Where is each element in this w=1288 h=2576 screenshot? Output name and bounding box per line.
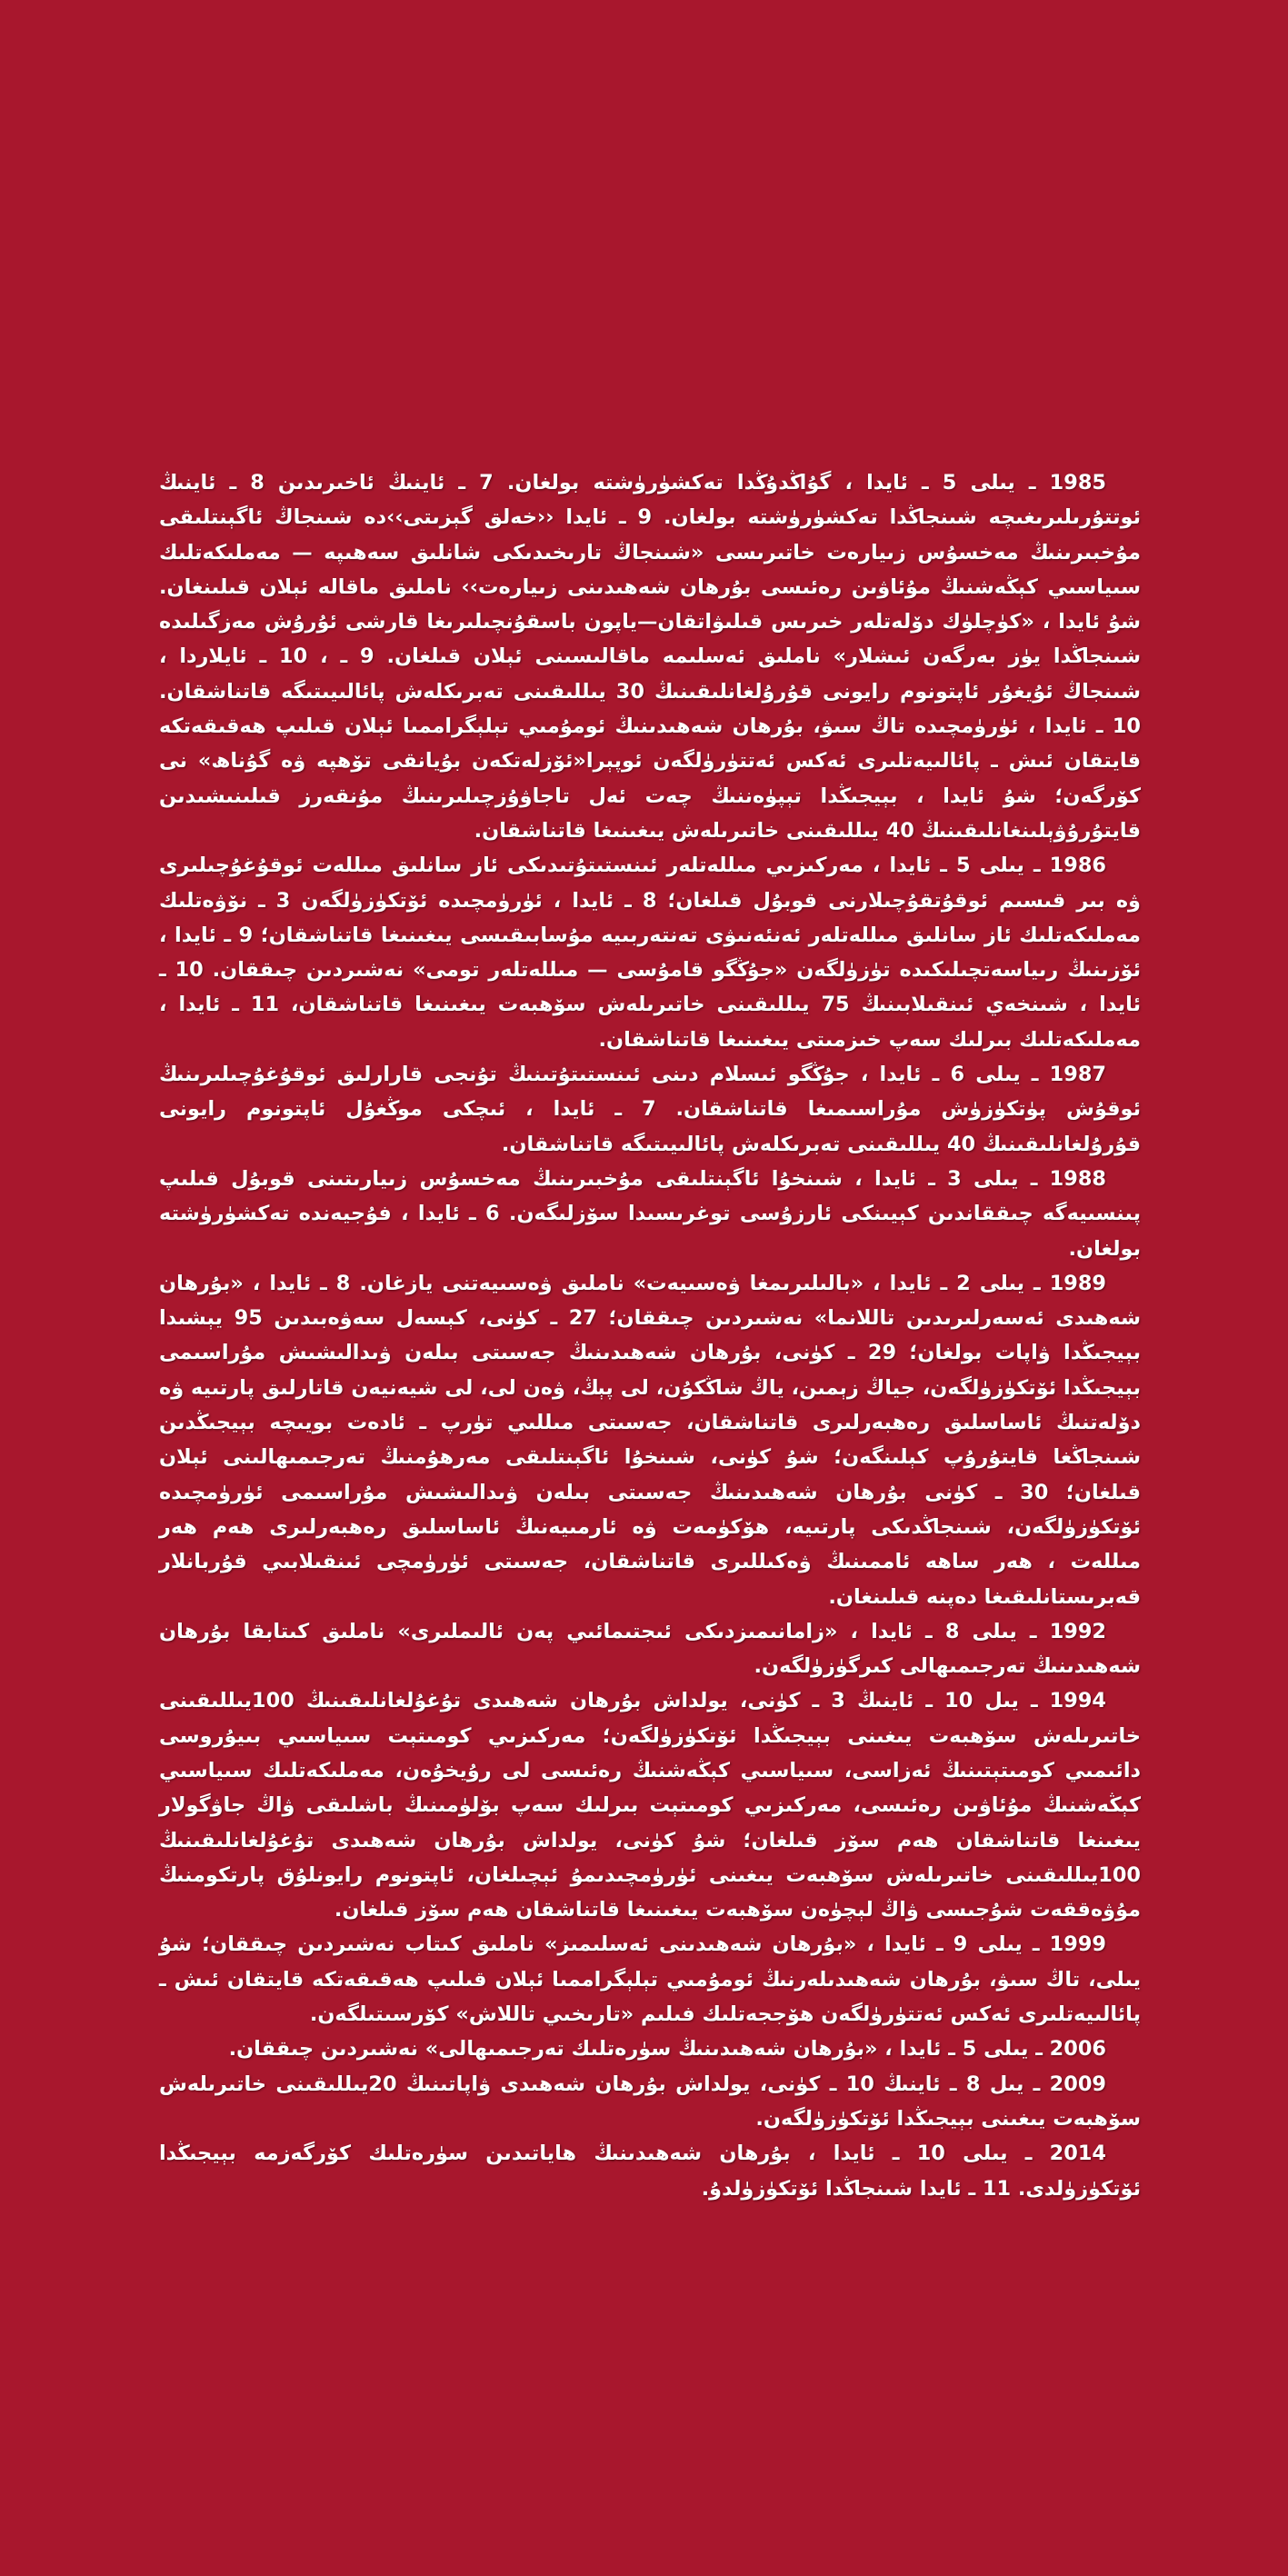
paragraph-1989: 1989 ـ يىلى 2 ـ ئايدا ، «بالىلىرىمغا ۋەسىيەت» ناملىق ۋەسىيەتنى يازغان. 8 ـ ئايدا ، «بۇرھان شەھىدى ئەسەرلىرىدىن تاللانما» نەشىردىن چىققان؛ 27 ـ كۈنى، كېسەل سەۋەبىدىن 95 يېشىدا بېيجىڭدا ۋاپات بولغان؛ 29 ـ كۈنى، بۇرھان شەھىدىنىڭ جەسىتى بىلەن ۋىدالىشىش مۇراسىمى بېيجىڭدا ئۆتكۈزۈلگەن، جياڭ زېمىن، ياڭ شاڭكۇن، لى پېڭ، ۋەن لى، لى شيەنيەن قاتارلىق پارتىيە ۋە دۆلەتنىڭ ئاساسلىق رەھبەرلىرى قاتناشقان، جەسىتى مىللىي تۈرپ ـ ئادەت بويىچە بېيجىڭدىن شىنجاڭغا قايتۇرۇپ كېلىنگەن؛ شۇ كۈنى، شىنخۇا ئاگېنتلىقى مەرھۇمنىڭ تەرجىمىھالىنى ئېلان قىلغان؛ 30 ـ كۈنى بۇرھان شەھىدىنىڭ جەسىتى بىلەن ۋىدالىشىش مۇراسىمى ئۈرۈمچىدە ئۆتكۈزۈلگەن، شىنجاڭدىكى پارتىيە، ھۆكۈمەت ۋە ئارمىيەنىڭ ئاساسلىق رەھبەرلىرى ھەم ھەر مىللەت ، ھەر ساھە ئاممىنىڭ ۋەكىللىرى قاتناشقان، جەسىتى ئۈرۈمچى ئىنقىلابىي قۇربانلار قەبرىستانلىقىغا دەپنە قىلىنغان. (159, 1271, 1141, 1609)
paragraph-1994: 1994 ـ يىل 10 ـ ئاينىڭ 3 ـ كۈنى، يولداش بۇرھان شەھىدى تۇغۇلغانلىقىنىڭ 100يىللىقىنى خاتىرىلەش سۆھبەت يىغىنى بېيجىڭدا ئۆتكۈزۈلگەن؛ مەركىزىي كومىتېت سىياسىي بىيۇروسى دائىمىي كومىتېتىنىڭ ئەزاسى، سىياسىي كېڭەشنىڭ رەئىسى لى رۇيخۇەن، مەملىكەتلىك سىياسىي كېڭەشنىڭ مۇئاۋىن رەئىسى، مەركىزىي كومىتېت بىرلىك سەپ بۆلۈمىنىڭ باشلىقى ۋاڭ جاۋگولار يىغىنغا قاتناشقان ھەم سۆز قىلغان؛ شۇ كۈنى، يولداش بۇرھان شەھىدى تۇغۇلغانلىقىنىڭ 100يىللىقىنى خاتىرىلەش سۆھبەت يىغىنى ئۈرۈمچىدىمۇ ئېچىلغان، ئاپتونوم رايونلۇق پارتكومنىڭ مۇۋەققەت شۇجىسى ۋاڭ لېچۈەن سۆھبەت يىغىنىغا قاتناشقان ھەم سۆز قىلغان. (159, 1689, 1141, 1922)
paragraph-2009: 2009 ـ يىل 8 ـ ئاينىڭ 10 ـ كۈنى، يولداش بۇرھان شەھىدى ۋاپاتىنىڭ 20يىللىقىنى خاتىرىلەش سۆھبەت يىغىنى بېيجىڭدا ئۆتكۈزۈلگەن. (159, 2072, 1141, 2131)
paragraph-2006: 2006 ـ يىلى 5 ـ ئايدا ، «بۇرھان شەھىدىنىڭ سۈرەتلىك تەرجىمىھالى» نەشىردىن چىققان. (228, 2037, 1106, 2062)
paragraph-2014: 2014 ـ يىلى 10 ـ ئايدا ، بۇرھان شەھىدىنىڭ ھاياتىدىن سۈرەتلىك كۆرگەزمە بېيجىڭدا ئۆتكۈزۈلدى. 11 ـ ئايدا شىنجاڭدا ئۆتكۈزۈلدۇ. (159, 2142, 1141, 2201)
paragraph-1988: 1988 ـ يىلى 3 ـ ئايدا ، شىنخۇا ئاگېنتلىقى مۇخبىرىنىڭ مەخسۇس زىيارىتىنى قوبۇل قىلىپ پىنسىيەگە چىققاندىن كېيىنكى ئارزۇسى توغرىسىدا سۆزلىگەن. 6 ـ ئايدا ، فۇجيەندە تەكشۈرۈشتە بولغان. (159, 1166, 1141, 1261)
paragraph-1999: 1999 ـ يىلى 9 ـ ئايدا ، «بۇرھان شەھىدىنى ئەسلىمىز» ناملىق كىتاب نەشىردىن چىققان؛ شۇ يىلى، تاڭ سىۋ، بۇرھان شەھىدىلەرنىڭ ئومۇمىي تېلېگراممىا ئېلان قىلىپ ھەقىقەتكە قايتقان ئىش ـ پائالىيەتلىرى ئەكس ئەتتۈرۈلگەن ھۆججەتلىك فىلىم «تارىخىي تاللاش» كۆرسىتىلگەن. (159, 1932, 1141, 2027)
paragraph-1992: 1992 ـ يىلى 8 ـ ئايدا ، «زامانىمىزدىكى ئىجتىمائىي پەن ئالىملىرى» ناملىق كىتابقا بۇرھان شەھىدىنىڭ تەرجىمىھالى كىرگۈزۈلگەن. (159, 1619, 1141, 1679)
chronology-text (159, 465, 1141, 2206)
paragraph-1987: 1987 ـ يىلى 6 ـ ئايدا ، جۇڭگو ئىسلام دىنى ئىنستىتۇتىنىڭ تۇنجى قارارلىق ئوقۇغۇچىلىرىنىڭ ئوقۇش پۈتكۈزۈش مۇراسىمىغا قاتناشقان. 7 ـ ئايدا ، ئىچكى موڭغۇل ئاپتونوم رايونى قۇرۇلغانلىقىنىڭ 40 يىللىقىنى تەبرىكلەش پائالىيىتىگە قاتناشقان. (159, 1063, 1142, 1156)
paragraph-1985: 1985 ـ يىلى 5 ـ ئايدا ، گۇاڭدۇڭدا تەكشۈرۈشتە بولغان. 7 ـ ئاينىڭ ئاخىرىدىن 8 ـ ئاينىڭ ئوتتۇرىلىرىغىچە شىنجاڭدا تەكشۈرۈشتە بولغان. 9 ـ ئايدا ‹‹خەلق گېزىتى››دە شىنجاڭ ئاگېنتلىقى مۇخبىرىنىڭ مەخسۇس زىيارەت خاتىرىسى «شىنجاڭ تارىخىدىكى شانلىق سەھىپە — مەملىكەتلىك سىياسىي كېڭەشنىڭ مۇئاۋىن رەئىسى بۇرھان شەھىدىنى زىيارەت›› ناملىق ماقالە ئېلان قىلىنغان. شۇ ئايدا ، «كۈچلۈك دۆلەتلەر خىرىس قىلىۋاتقان—ياپون باسقۇنچىلىرىغا قارشى ئۇرۇش مەزگىلىدە شىنجاڭدا يۈز بەرگەن ئىشلار» ناملىق ئەسلىمە ماقالىسىنى ئېلان قىلغان. 9 ـ ، 10 ـ ئايلاردا ، شىنجاڭ ئۇيغۇر ئاپتونوم رايونى قۇرۇلغانلىقىنىڭ 30 يىللىقىنى تەبرىكلەش پائالىيىتىگە قاتناشقان. 10 ـ ئايدا ، ئۈرۈمچىدە تاڭ سىۋ، بۇرھان شەھىدىنىڭ ئومۇمىي تېلېگراممىا ئېلان قىلىپ ھەقىقەتكە قايتقان ئىش ـ پائالىيەتلىرى ئەكس ئەتتۈرۈلگەن ئوپېرا«ئۆزلەتكەن بۇيانقى تۆھپە ۋە گۇناھ» نى كۆرگەن؛ شۇ ئايدا ، بېيجىڭدا تېپۈەننىڭ چەت ئەل تاجاۋۇزچىلىرىنىڭ مۇنقەرز قىلىنىشىدىن قايتۇرۇۋېلىنغانلىقىنىڭ 40 يىللىقىنى خاتىرىلەش يىغىنىغا قاتناشقان. (159, 471, 1142, 843)
paragraph-1986: 1986 ـ يىلى 5 ـ ئايدا ، مەركىزىي مىللەتلەر ئىنستىتۇتىدىكى ئاز سانلىق مىللەت ئوقۇغۇچىلىرى ۋە بىر قىسىم ئوقۇتقۇچىلارنى قوبۇل قىلغان؛ 8 ـ ئايدا ، ئۈرۈمچىدە ئۆتكۈزۈلگەن 3 ـ نۆۋەتلىك مەملىكەتلىك ئاز سانلىق مىللەتلەر ئەنئەنىۋى تەنتەربىيە مۇسابىقىسى يىغىنىغا قاتناشقان؛ 9 ـ ئايدا ، ئۆزىنىڭ رىياسەتچىلىكىدە تۈزۈلگەن «جۇڭگو قامۇسى — مىللەتلەر تومى» نەشىردىن چىققان. 10 ـ ئايدا ، شىنخەي ئىنقىلابىنىڭ 75 يىللىقىنى خاتىرىلەش سۆھبەت يىغىنىغا قاتناشقان، 11 ـ ئايدا ، مەملىكەتلىك بىرلىك سەپ خىزمىتى يىغىنىغا قاتناشقان. (159, 854, 1142, 1052)
